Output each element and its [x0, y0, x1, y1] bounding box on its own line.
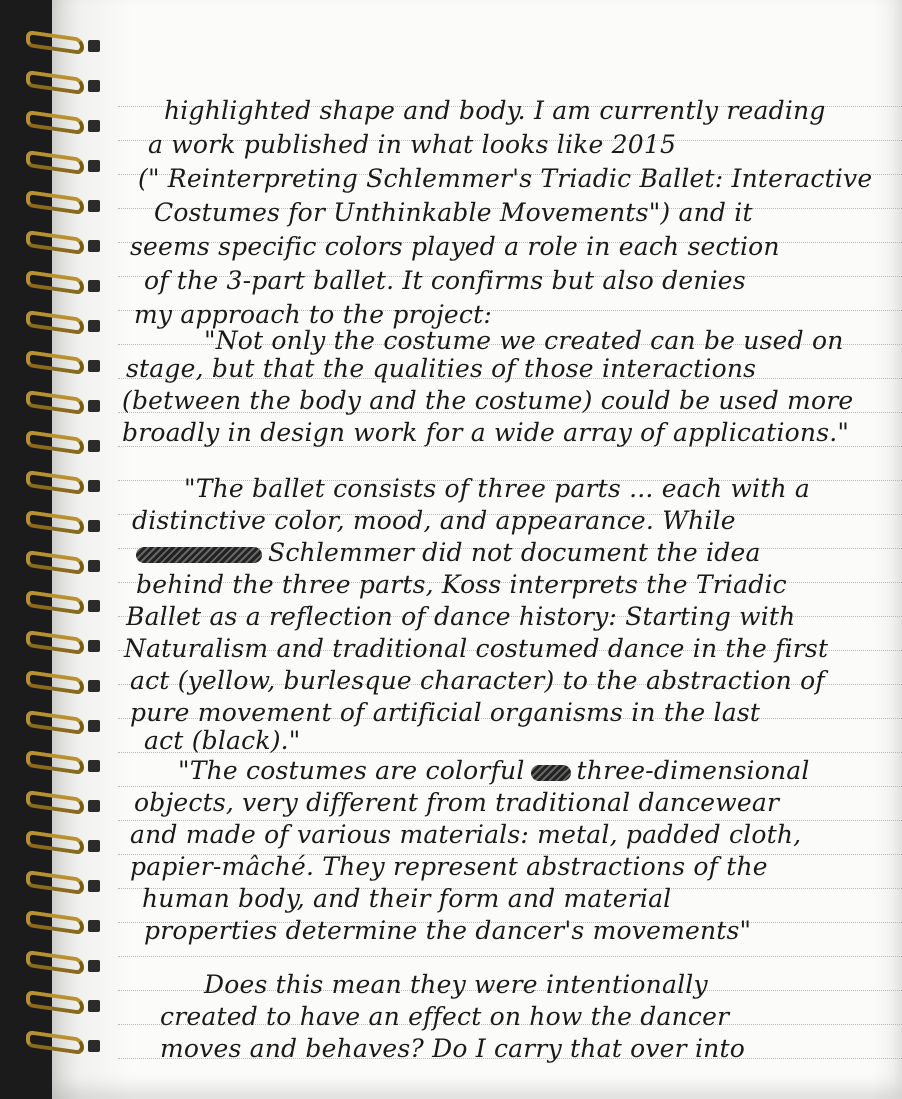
note-line: properties determine the dancer's movements" — [144, 916, 752, 945]
note-line: my approach to the project: — [134, 300, 492, 329]
spiral-coil — [26, 234, 94, 256]
scribbled-out-word — [531, 765, 571, 781]
note-line-text: three-dimensional — [576, 756, 810, 785]
note-line — [130, 538, 761, 567]
spiral-coil — [26, 874, 94, 896]
note-line-text: "The costumes are colorful — [178, 756, 525, 785]
note-line: (" Reinterpreting Schlemmer's Triadic Ballet: Interactive — [138, 164, 873, 193]
rule-line — [118, 786, 902, 787]
spiral-coil — [26, 1034, 94, 1056]
note-line: created to have an effect on how the dancer — [160, 1002, 730, 1031]
note-line: act (yellow, burlesque character) to the abstraction of — [130, 666, 825, 695]
spiral-coil — [26, 714, 94, 736]
note-line: and made of various materials: metal, padded cloth, — [130, 820, 802, 849]
note-line-text: Schlemmer did not document the idea — [268, 538, 761, 567]
note-line: a work published in what looks like 2015 — [148, 130, 677, 159]
note-line: stage, but that the qualities of those interactions — [126, 354, 757, 383]
spiral-coil — [26, 994, 94, 1016]
note-line: objects, very different from traditional dancewear — [134, 788, 780, 817]
spiral-coil — [26, 914, 94, 936]
spiral-coil — [26, 194, 94, 216]
note-line: papier-mâché. They represent abstractions of the — [130, 852, 768, 881]
rule-line — [118, 956, 902, 957]
spiral-coil — [26, 154, 94, 176]
note-line: highlighted shape and body. I am currently reading — [164, 96, 826, 125]
spiral-coil — [26, 954, 94, 976]
spiral-coil — [26, 354, 94, 376]
scribbled-out-word — [136, 547, 262, 563]
spiral-coil — [26, 634, 94, 656]
note-line: "The ballet consists of three parts ... each with a — [184, 474, 811, 503]
note-line: behind the three parts, Koss interprets the Triadic — [136, 570, 787, 599]
spiral-coil — [26, 114, 94, 136]
spiral-coil — [26, 394, 94, 416]
note-line: Does this mean they were intentionally — [204, 970, 708, 999]
spiral-coil — [26, 554, 94, 576]
spiral-coil — [26, 274, 94, 296]
note-line: broadly in design work for a wide array of applications." — [122, 418, 850, 447]
spiral-coil — [26, 674, 94, 696]
note-line: distinctive color, mood, and appearance. While — [132, 506, 736, 535]
note-line: (between the body and the costume) could be used more — [122, 386, 854, 415]
note-line — [178, 756, 810, 785]
spiral-binding — [0, 0, 100, 1099]
spiral-coil — [26, 314, 94, 336]
spiral-coil — [26, 474, 94, 496]
note-line: Costumes for Unthinkable Movements") and it — [154, 198, 753, 227]
note-line: Naturalism and traditional costumed dance in the first — [124, 634, 829, 663]
spiral-coil — [26, 834, 94, 856]
spiral-coil — [26, 794, 94, 816]
note-line: "Not only the costume we created can be used on — [204, 326, 844, 355]
note-line: human body, and their form and material — [142, 884, 672, 913]
note-line: moves and behaves? Do I carry that over into — [160, 1034, 745, 1063]
spiral-coil — [26, 74, 94, 96]
note-line: act (black)." — [144, 726, 301, 755]
spiral-coil — [26, 514, 94, 536]
note-line: seems specific colors played a role in each section — [130, 232, 780, 261]
spiral-coil — [26, 434, 94, 456]
note-line: pure movement of artificial organisms in the last — [130, 698, 761, 727]
spiral-coil — [26, 34, 94, 56]
spiral-coil — [26, 594, 94, 616]
note-line: Ballet as a reflection of dance history: Starting with — [126, 602, 796, 631]
note-line: of the 3-part ballet. It confirms but also denies — [144, 266, 746, 295]
spiral-coil — [26, 754, 94, 776]
